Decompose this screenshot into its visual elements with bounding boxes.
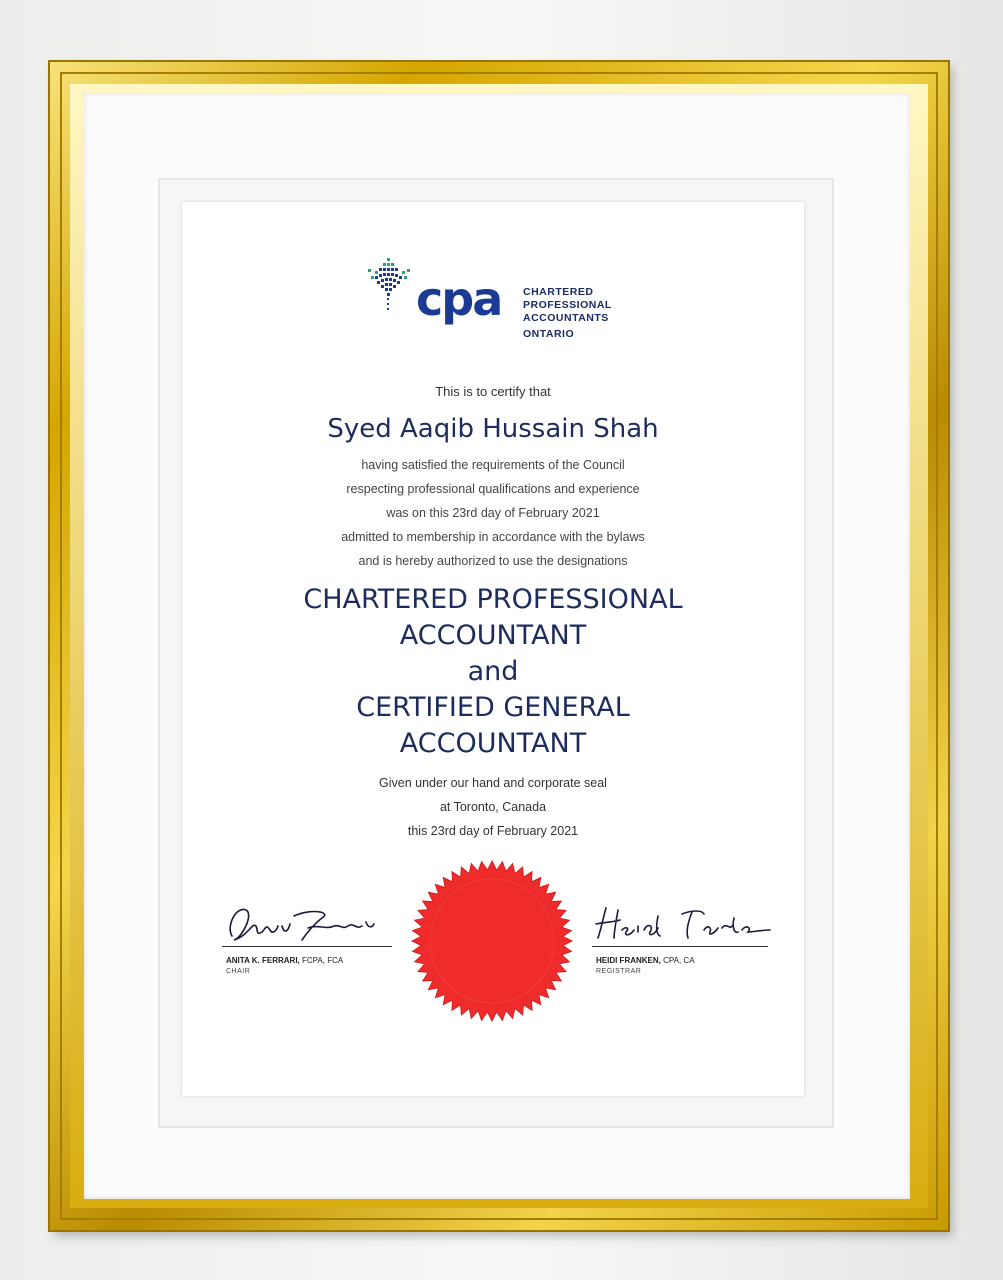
org-line-2: PROFESSIONAL bbox=[523, 299, 612, 311]
cpa-wordmark: cpa bbox=[416, 272, 502, 326]
registrar-name bbox=[596, 956, 695, 965]
designation-line-4: CERTIFIED GENERAL bbox=[356, 692, 630, 723]
chair-name-text: ANITA K. FERRARI, bbox=[226, 956, 300, 965]
maple-leaf-dots-icon bbox=[364, 256, 414, 316]
chair-signature bbox=[222, 896, 392, 952]
registrar-signature bbox=[592, 896, 772, 952]
signature-block-chair bbox=[222, 896, 392, 986]
body-line-4: admitted to membership in accordance with the bylaws bbox=[341, 530, 645, 544]
corporate-seal bbox=[410, 856, 574, 1026]
designation-line-5: ACCOUNTANT bbox=[399, 728, 587, 759]
given-line-3: this 23rd day of February 2021 bbox=[407, 824, 579, 838]
given-line-2: at Toronto, Canada bbox=[439, 800, 547, 814]
certificate bbox=[182, 202, 804, 1096]
chair-role: CHAIR bbox=[226, 968, 251, 975]
designation-line-1: CHARTERED PROFESSIONAL bbox=[303, 584, 683, 615]
org-line-3: ACCOUNTANTS bbox=[523, 312, 609, 324]
cpa-ontario-logo bbox=[364, 256, 624, 346]
body-line-1: having satisfied the requirements of the Council bbox=[361, 458, 625, 472]
body-line-5: and is hereby authorized to use the designations bbox=[358, 554, 628, 568]
registrar-role: REGISTRAR bbox=[596, 968, 642, 975]
registrar-name-text: HEIDI FRANKEN, bbox=[596, 956, 661, 965]
recipient-name: Syed Aaqib Hussain Shah bbox=[327, 414, 659, 444]
certify-intro: This is to certify that bbox=[435, 384, 551, 399]
designation-line-3: and bbox=[467, 656, 519, 687]
body-line-3: was on this 23rd day of February 2021 bbox=[386, 506, 600, 520]
organization-name bbox=[523, 286, 612, 341]
org-line-1: CHARTERED bbox=[523, 286, 594, 298]
chair-credentials: FCPA, FCA bbox=[299, 956, 344, 965]
body-line-2: respecting professional qualifications and experience bbox=[346, 482, 640, 496]
designation-line-2: ACCOUNTANT bbox=[399, 620, 587, 651]
given-line-1: Given under our hand and corporate seal bbox=[379, 776, 607, 790]
signature-block-registrar bbox=[592, 896, 772, 986]
chair-name bbox=[226, 956, 343, 965]
registrar-credentials: CPA, CA bbox=[660, 956, 695, 965]
registrar-signature-rule bbox=[592, 946, 768, 947]
chair-signature-rule bbox=[222, 946, 392, 947]
org-line-4: ONTARIO bbox=[523, 328, 575, 340]
